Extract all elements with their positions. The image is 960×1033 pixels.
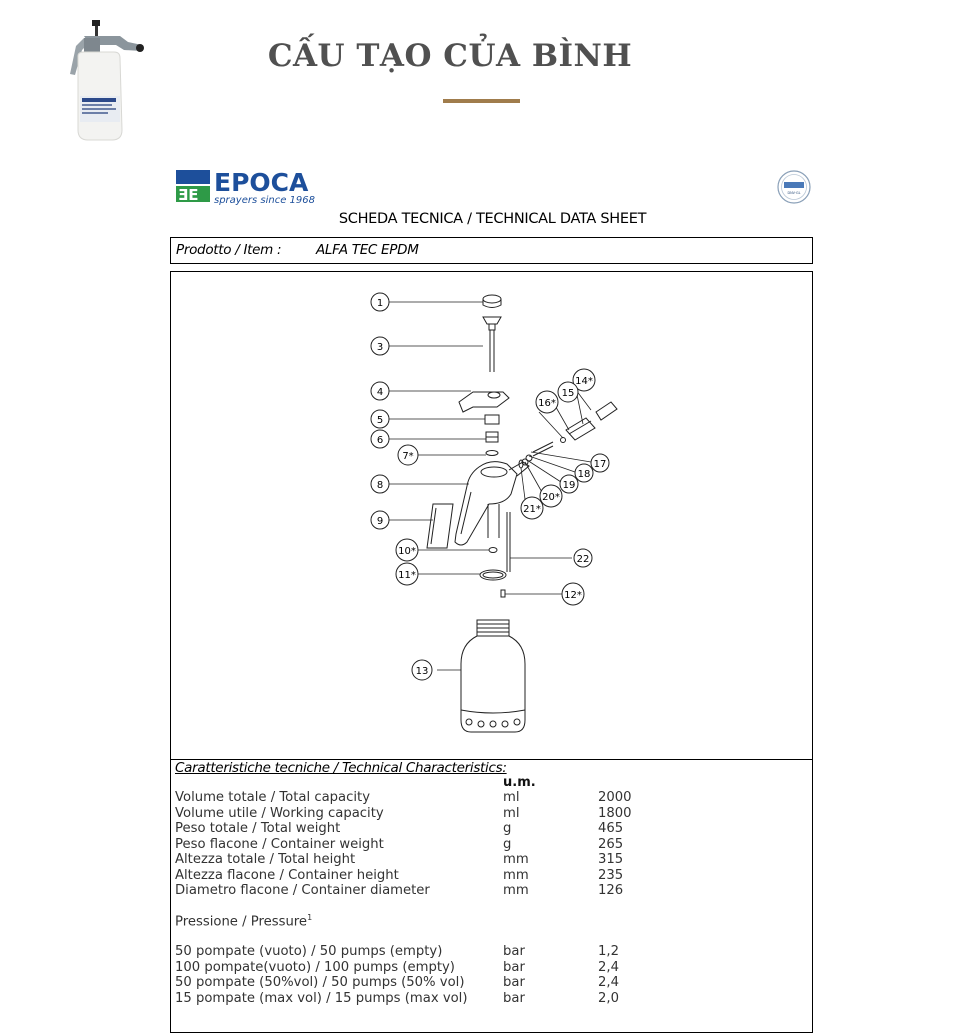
svg-text:16*: 16*	[538, 398, 556, 409]
spec-row: Altezza totale / Total height mm 315	[175, 852, 624, 867]
callout-9	[371, 511, 389, 529]
callout-8	[371, 475, 389, 493]
exploded-parts-diagram	[171, 272, 812, 759]
callout-5	[371, 410, 389, 428]
svg-text:1: 1	[376, 298, 384, 309]
callout-18	[575, 464, 593, 482]
svg-text:21*: 21*	[523, 504, 541, 515]
svg-text:11*: 11*	[398, 570, 416, 581]
callout-10	[396, 539, 418, 561]
callout-3	[371, 337, 389, 355]
callout-13	[412, 660, 432, 680]
callout-21	[521, 497, 543, 519]
callout-22	[574, 549, 592, 567]
pressure-row: 50 pompate (vuoto) / 50 pumps (empty) bar 1,2	[175, 944, 619, 959]
page-title: CẤU TẠO CỦA BÌNH	[267, 38, 633, 74]
svg-text:22: 22	[576, 554, 590, 565]
title-underline	[443, 99, 520, 103]
svg-text:10*: 10*	[398, 546, 416, 557]
svg-text:19: 19	[562, 480, 576, 491]
svg-text:15: 15	[561, 388, 575, 399]
svg-text:9: 9	[376, 516, 384, 527]
callout-7	[398, 445, 418, 465]
spec-row: Volume totale / Total capacity ml 2000	[175, 790, 632, 805]
svg-text:3: 3	[376, 342, 384, 353]
item-box	[170, 237, 813, 264]
technical-data-sheet	[170, 160, 815, 1006]
diagram-box	[170, 271, 813, 1033]
svg-text:8: 8	[376, 480, 384, 491]
pressure-row: 50 pompate (50%vol) / 50 pumps (50% vol) bar 2,4	[175, 975, 619, 990]
characteristics-heading: Caratteristiche tecniche / Technical Characteristics:	[175, 760, 507, 776]
svg-text:EPOCA: EPOCA	[214, 168, 309, 197]
pressure-row: 15 pompate (max vol) / 15 pumps (max vol) bar 2,0	[175, 990, 619, 1006]
svg-text:6: 6	[376, 435, 384, 446]
unit-column-header: u.m.	[503, 775, 536, 790]
svg-text:17: 17	[593, 459, 607, 470]
callout-12	[562, 583, 584, 605]
callout-11	[396, 563, 418, 585]
svg-text:DNV·GL: DNV·GL	[787, 191, 801, 195]
spec-row: Peso totale / Total weight g 465	[175, 821, 624, 836]
svg-text:ƎE: ƎE	[178, 186, 199, 204]
callout-15	[558, 382, 578, 402]
spec-row: Diametro flacone / Container diameter mm 126	[175, 883, 624, 898]
sheet-title: SCHEDA TECNICA / TECHNICAL DATA SHEET	[338, 211, 647, 227]
sprayer-product-image	[62, 18, 146, 142]
spec-row: Volume utile / Working capacity ml 1800	[175, 805, 632, 821]
callout-17	[591, 454, 609, 472]
pressure-label: Pressione / Pressure$^1$	[175, 913, 313, 930]
svg-text:7*: 7*	[402, 451, 414, 462]
svg-text:18: 18	[577, 469, 591, 480]
svg-text:5: 5	[376, 415, 384, 426]
callout-1	[371, 293, 389, 311]
item-label: Prodotto / Item :	[176, 242, 282, 258]
callout-16	[536, 391, 558, 413]
svg-text:12*: 12*	[564, 590, 582, 601]
svg-text:sprayers since 1968: sprayers since 1968	[214, 195, 315, 206]
svg-text:4: 4	[376, 387, 384, 398]
svg-text:13: 13	[415, 666, 429, 677]
callout-4	[371, 382, 389, 400]
spec-row: Altezza flacone / Container height mm 235	[175, 867, 624, 883]
pressure-row: 100 pompate(vuoto) / 100 pumps (empty) bar 2,4	[175, 959, 619, 975]
svg-text:14*: 14*	[575, 376, 593, 387]
svg-text:20*: 20*	[542, 492, 560, 503]
epoca-logo	[174, 166, 324, 208]
callout-6	[371, 430, 389, 448]
callout-20	[540, 485, 562, 507]
callout-19	[560, 475, 578, 493]
item-value: ALFA TEC EPDM	[316, 242, 419, 258]
certification-badge-icon	[776, 169, 812, 205]
spec-row: Peso flacone / Container weight g 265	[175, 836, 624, 852]
